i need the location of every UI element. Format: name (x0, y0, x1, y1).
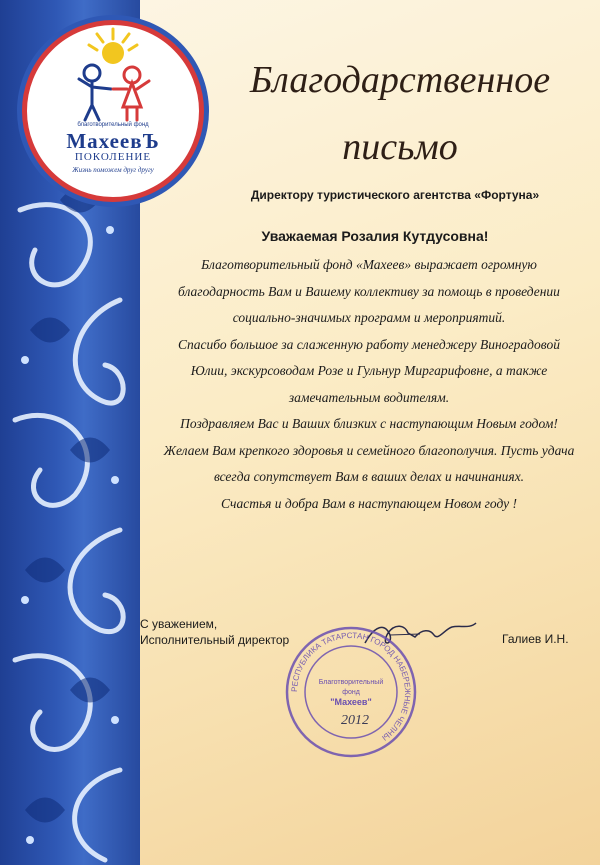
body-line: замечательным водителям. (288, 389, 450, 405)
closing: С уважением, (140, 617, 218, 631)
signer-position: Исполнительный директор (140, 633, 290, 647)
logo-tagline: Жизнь поможем друг другу (72, 166, 154, 174)
addressee: Директору туристического агентства «Фортуна» (250, 188, 540, 202)
signature-block (140, 616, 289, 648)
body-line: всегда сопутствует Вам в ваших делах и начинаниях. (213, 469, 525, 484)
letter-body (138, 252, 600, 517)
stamp-center-line-1: Благотворительный (318, 679, 384, 686)
foundation-logo (22, 20, 204, 202)
logo-small-text: благотворительный фонд (77, 122, 149, 128)
greeting: Уважаемая Розалия Кутдусовна! (261, 228, 489, 244)
organization-stamp (283, 624, 419, 760)
stamp-center-line-2: фонд (342, 689, 360, 696)
stamp-ring-text: РЕСПУБЛИКА ТАТАРСТАН ГОРОД НАБЕРЕЖНЫЕ ЧЕЛНЫ (289, 630, 413, 743)
title-line-2: письмо (342, 126, 458, 168)
body-line: Поздравляем Вас и Ваших близких с наступающим Новым годом! (180, 416, 558, 431)
body-line: Спасибо большое за слаженную работу менеджеру Виноградовой (178, 336, 560, 352)
children-sun-icon (27, 25, 199, 125)
logo-generation: ПОКОЛЕНИЕ (74, 151, 152, 163)
logo-name: МахеевЪ (66, 129, 160, 153)
stamp-center-line-3: "Махеев" (330, 697, 372, 707)
title-line-1: Благодарственное (249, 59, 551, 101)
stamp-year: 2012 (341, 713, 369, 728)
signer-name: Галиев И.Н. (502, 632, 569, 646)
body-line: Благотворительный фонд «Махеев» выражает огромную (201, 257, 537, 272)
body-line: Счастья и добра Вам в наступающем Новом году ! (221, 495, 517, 511)
body-line: Юлии, экскурсоводам Розе и Гульнур Миргарифовне, а также (190, 363, 548, 378)
body-line: благодарность Вам и Вашему коллективу за помощь в проведении (178, 283, 560, 299)
body-line: социально-значимых программ и мероприятий. (232, 310, 506, 325)
body-line: Желаем Вам крепкого здоровья и семейного благополучия. Пусть удача (163, 442, 575, 458)
